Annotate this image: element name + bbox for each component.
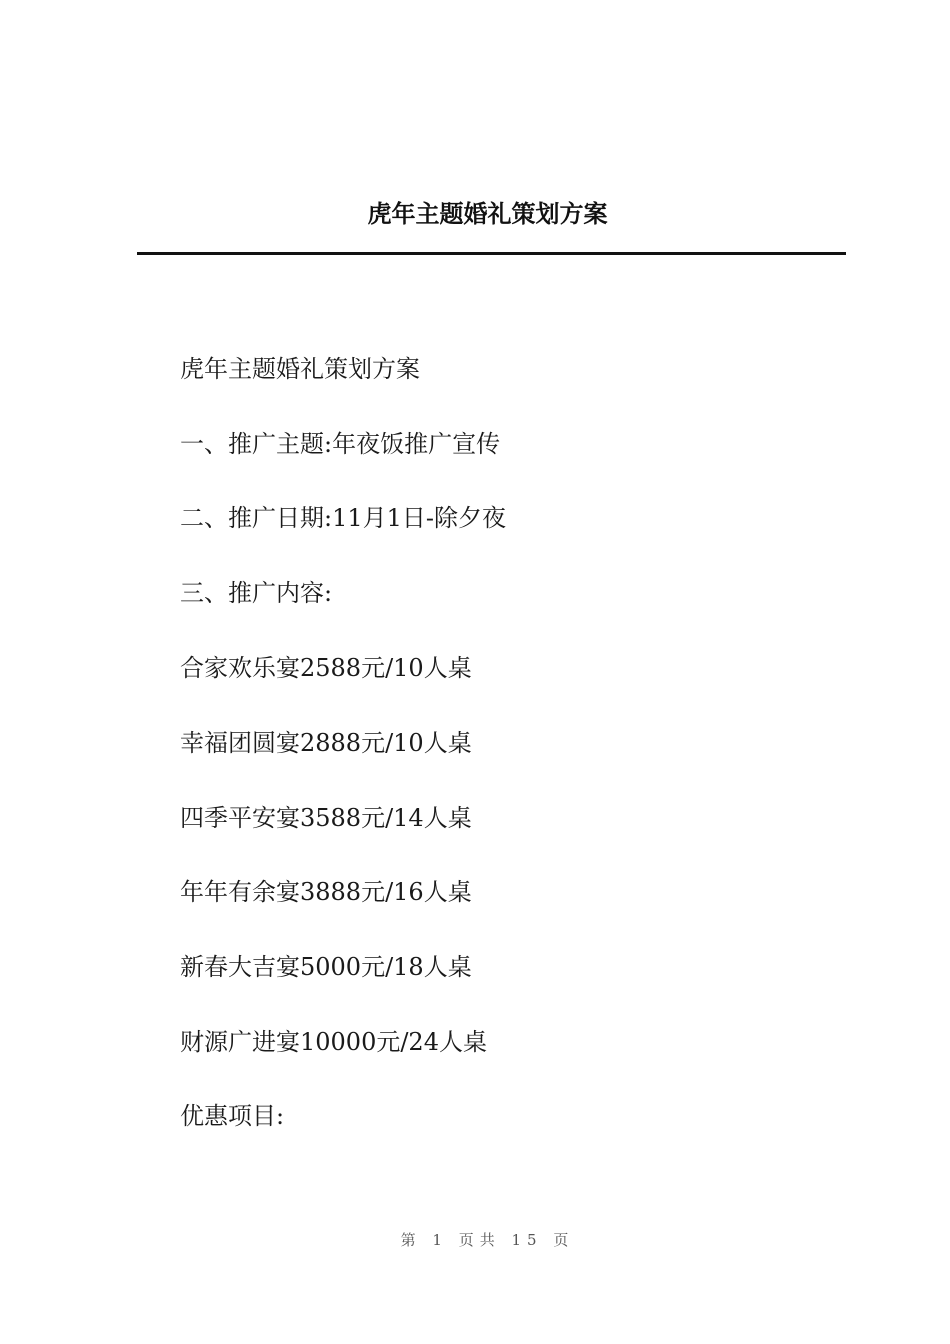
paragraph-discount: 优惠项目: bbox=[180, 1102, 285, 1130]
paragraph-heading: 虎年主题婚礼策划方案 bbox=[180, 355, 420, 383]
paragraph-promo-date: 二、推广日期:11月1日-除夕夜 bbox=[180, 504, 507, 532]
menu-item: 幸福团圆宴2888元/10人桌 bbox=[180, 729, 472, 757]
document-title: 虎年主题婚礼策划方案 bbox=[367, 200, 608, 228]
paragraph-promo-theme: 一、推广主题:年夜饭推广宣传 bbox=[180, 430, 501, 458]
menu-item: 新春大吉宴5000元/18人桌 bbox=[180, 953, 472, 981]
page-footer: 第 1 页共 15 页 bbox=[400, 1231, 575, 1249]
menu-item: 四季平安宴3588元/14人桌 bbox=[180, 804, 472, 832]
menu-item: 合家欢乐宴2588元/10人桌 bbox=[180, 654, 472, 682]
menu-item: 年年有余宴3888元/16人桌 bbox=[180, 878, 472, 906]
paragraph-promo-content: 三、推广内容: bbox=[180, 579, 333, 607]
menu-item: 财源广进宴10000元/24人桌 bbox=[180, 1028, 487, 1056]
title-underline bbox=[137, 252, 846, 255]
